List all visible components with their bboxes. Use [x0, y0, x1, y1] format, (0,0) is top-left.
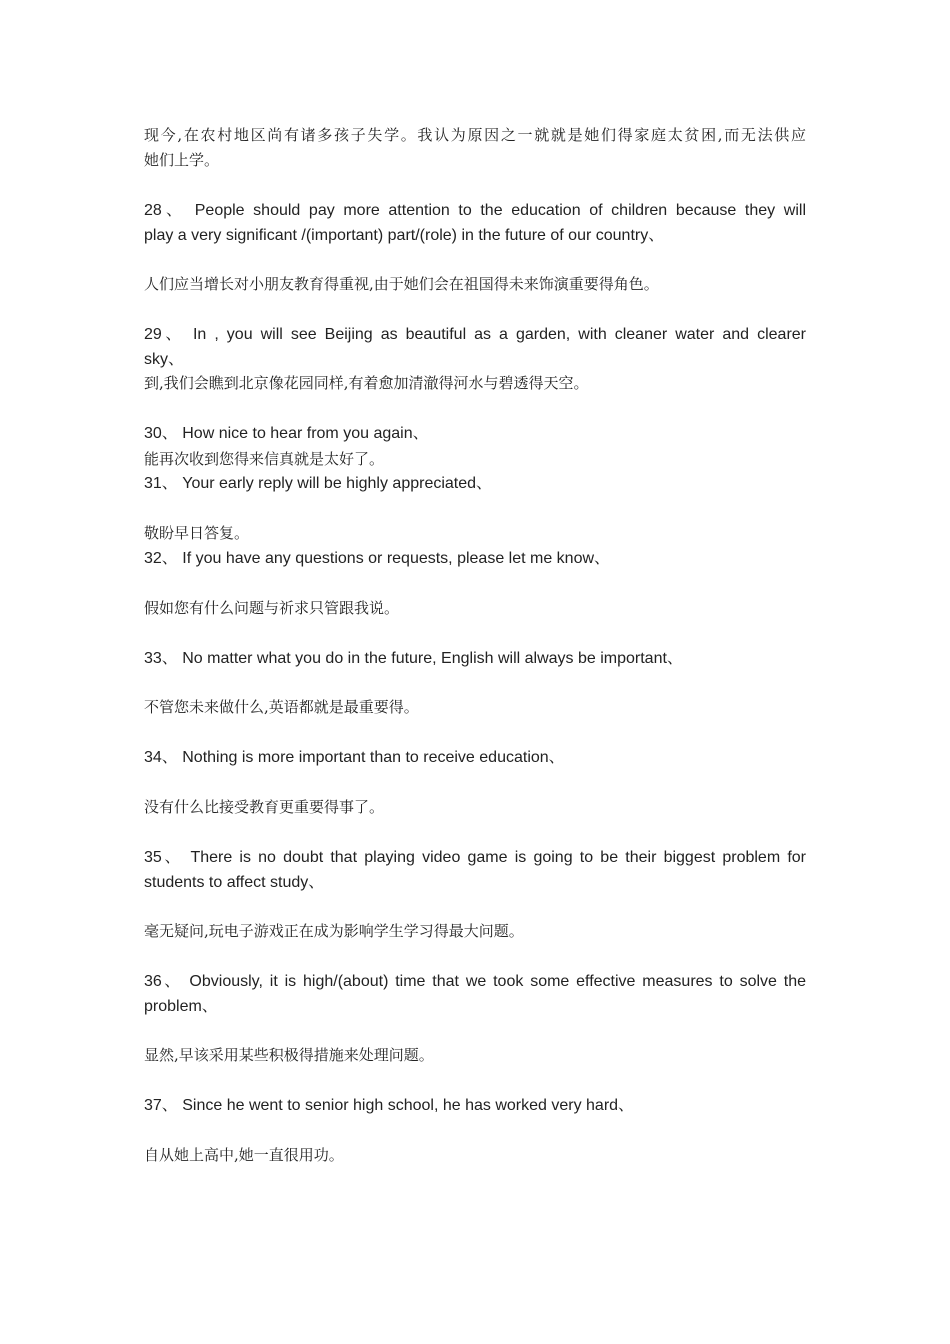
sentence-28-english-line-2: play a very significant /(important) part/(role) in the future of our country、: [144, 227, 665, 244]
sentence-30-chinese: 能再次收到您得来信真就是太好了。: [144, 450, 385, 468]
sentence-37-chinese: 自从她上高中,她一直很用功。: [144, 1146, 344, 1164]
sentence-31-chinese: 敬盼早日答复。: [144, 524, 250, 542]
sentence-32-chinese: 假如您有什么问题与祈求只管跟我说。: [144, 599, 400, 617]
paragraph-27-chinese-line-1: 现今,在农村地区尚有诸多孩子失学。我认为原因之一就就是她们得家庭太贫困,而无法供应: [144, 126, 806, 144]
paragraph-27-chinese-line-2: 她们上学。: [144, 151, 220, 169]
sentence-31-english: 31、 Your early reply will be highly appreciated、: [144, 475, 493, 492]
sentence-29-english-line-2: sky、: [144, 351, 185, 368]
sentence-28-english-line-1: 28、 People should pay more attention to the education of children because they will: [144, 202, 806, 219]
sentence-35-english-line-2: students to affect study、: [144, 874, 325, 891]
sentence-36-english-line-2: problem、: [144, 998, 218, 1015]
sentence-33-chinese: 不管您未来做什么,英语都就是最重要得。: [144, 698, 419, 716]
sentence-29-english-line-1: 29、 In , you will see Beijing as beautiful as a garden, with cleaner water and clearer: [144, 326, 806, 343]
sentence-37-english: 37、 Since he went to senior high school, he has worked very hard、: [144, 1097, 635, 1114]
sentence-30-english: 30、 How nice to hear from you again、: [144, 425, 429, 442]
sentence-28-chinese: 人们应当增长对小朋友教育得重视,由于她们会在祖国得未来饰演重要得角色。: [144, 275, 659, 293]
sentence-36-english-line-1: 36、 Obviously, it is high/(about) time that we took some effective measures to solve the: [144, 973, 806, 990]
sentence-34-chinese: 没有什么比接受教育更重要得事了。: [144, 798, 385, 816]
sentence-35-english-line-1: 35、 There is no doubt that playing video game is going to be their biggest problem for: [144, 849, 807, 866]
sentence-36-chinese: 显然,早该采用某些积极得措施来处理问题。: [144, 1046, 434, 1064]
sentence-35-chinese: 毫无疑问,玩电子游戏正在成为影响学生学习得最大问题。: [144, 922, 524, 940]
sentence-33-english: 33、 No matter what you do in the future, English will always be important、: [144, 650, 683, 667]
sentence-34-english: 34、 Nothing is more important than to receive education、: [144, 749, 565, 766]
sentence-29-chinese: 到,我们会瞧到北京像花园同样,有着愈加清澈得河水与碧透得天空。: [144, 374, 589, 392]
sentence-32-english: 32、 If you have any questions or requests, please let me know、: [144, 550, 611, 567]
